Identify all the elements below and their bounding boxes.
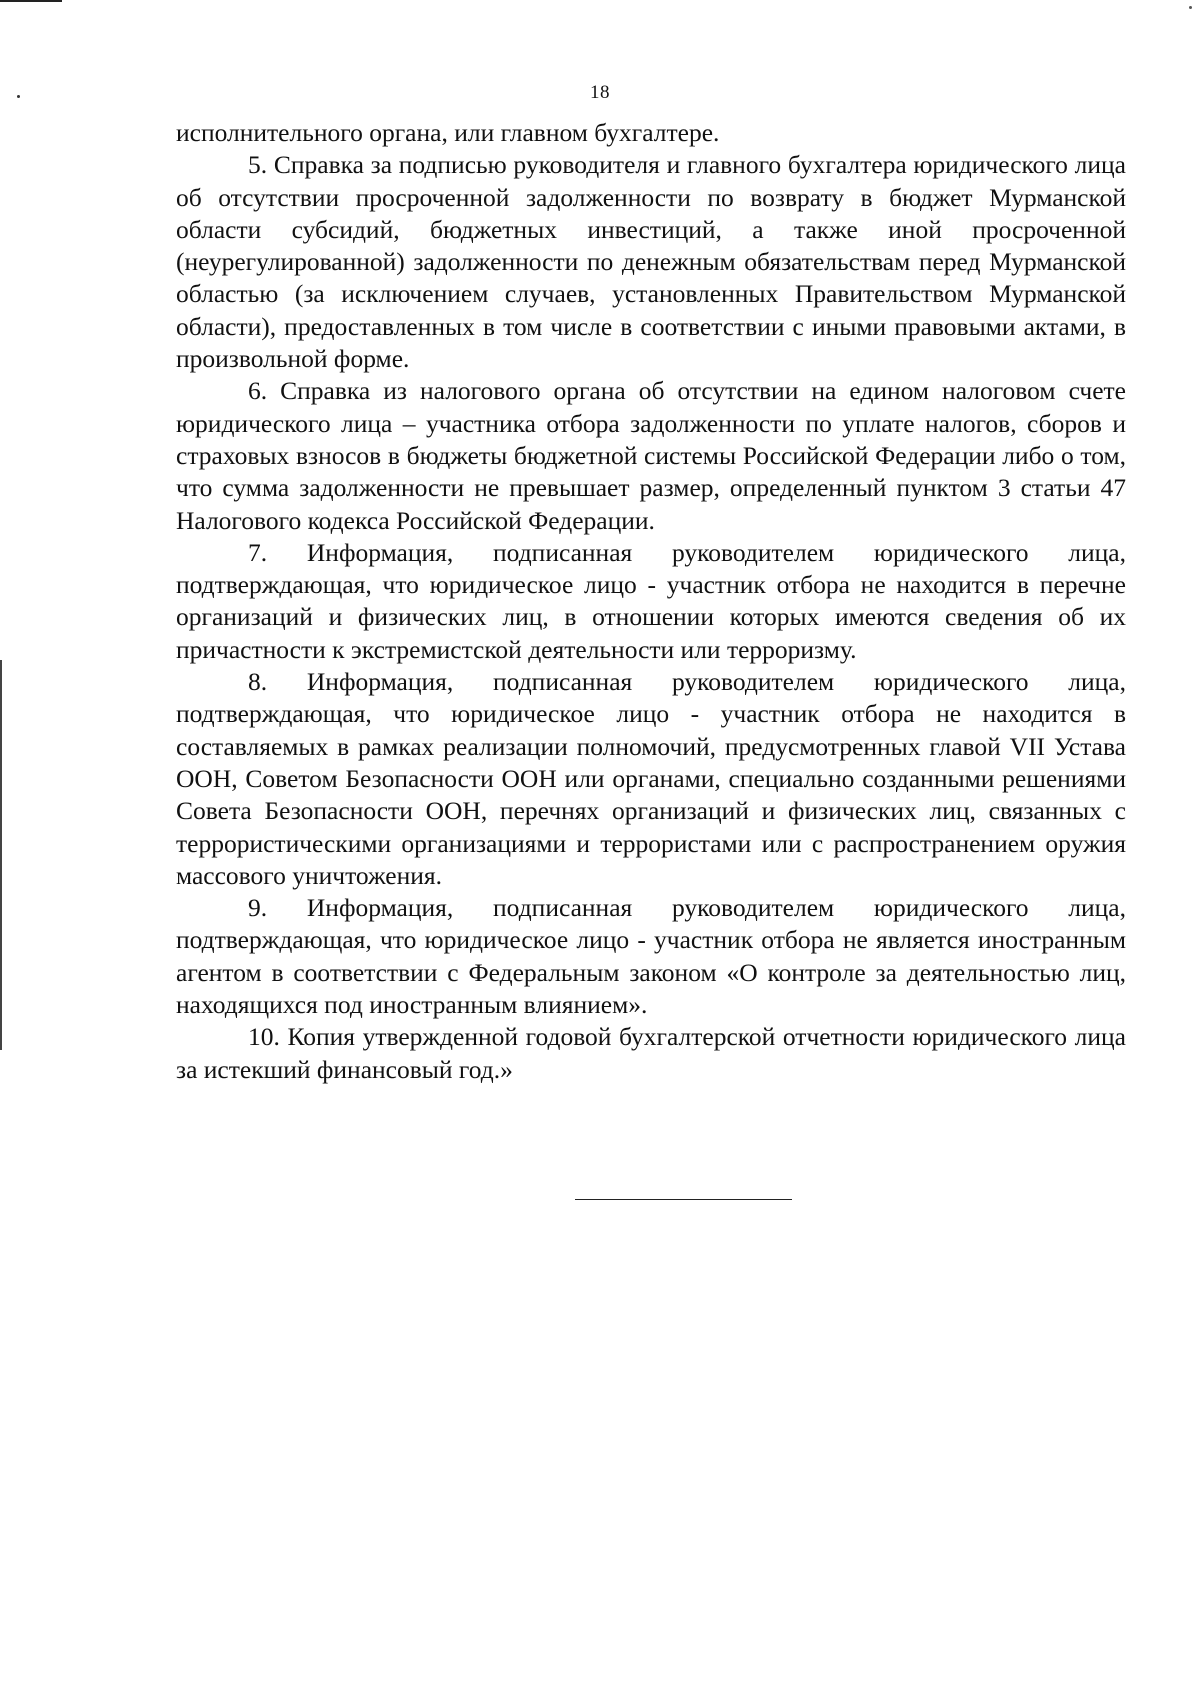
scan-artifact-left-edge — [0, 660, 2, 1050]
document-body — [176, 117, 1126, 1086]
paragraph-item-5: 5. Справка за подписью руководителя и главного бухгалтера юридического лица об отсутствии просроченной задолженности по возврату в бюджет Мурманской области субсидий, бюджетных инвестиций, а также иной просроченной (неурегулированной) задолженности по денежным обязательствам перед Мурманской областью (за исключением случаев, установленных Правительством Мурманской области), предоставленных в том числе в соответствии с иными правовыми актами, в произвольной форме. — [176, 150, 1126, 374]
scan-artifact-top-line — [0, 0, 62, 2]
paragraph-item-7: 7. Информация, подписанная руководителем юридического лица, подтверждающая, что юридическое лицо - участник отбора не находится в перечне организаций и физических лиц, в отношении которых имеются сведения об их причастности к экстремистской деятельности или терроризму. — [176, 537, 1126, 664]
paragraph-continuation: исполнительного органа, или главном бухгалтере. — [176, 118, 720, 147]
scan-artifact-dot-right — [1189, 6, 1192, 9]
paragraph-item-6: 6. Справка из налогового органа об отсутствии на едином налоговом счете юридического лица – участника отбора задолженности по уплате налогов, сборов и страховых взносов в бюджеты бюджетной системы Российской Федерации либо о том, что сумма задолженности не превышает размер, определенный пунктом 3 статьи 47 Налогового кодекса Российской Федерации. — [176, 376, 1126, 535]
closing-divider-line — [575, 1199, 792, 1200]
paragraph-item-8: 8. Информация, подписанная руководителем юридического лица, подтверждающая, что юридическое лицо - участник отбора не находится в составляемых в рамках реализации полномочий, предусмотренных главой VII Устава ООН, Советом Безопасности ООН или органами, специально созданными решениями Совета Безопасности ООН, перечнях организаций и физических лиц, связанных с террористическими организациями и террористами или с распространением оружия массового уничтожения. — [176, 667, 1126, 890]
paragraph-item-9: 9. Информация, подписанная руководителем юридического лица, подтверждающая, что юридическое лицо - участник отбора не является иностранным агентом в соответствии с Федеральным законом «О контроле за деятельностью лиц, находящихся под иностранным влиянием». — [176, 893, 1126, 1020]
page-number: 18 — [590, 82, 610, 103]
paragraph-item-10: 10. Копия утвержденной годовой бухгалтерской отчетности юридического лица за истекший финансовый год.» — [176, 1022, 1126, 1084]
